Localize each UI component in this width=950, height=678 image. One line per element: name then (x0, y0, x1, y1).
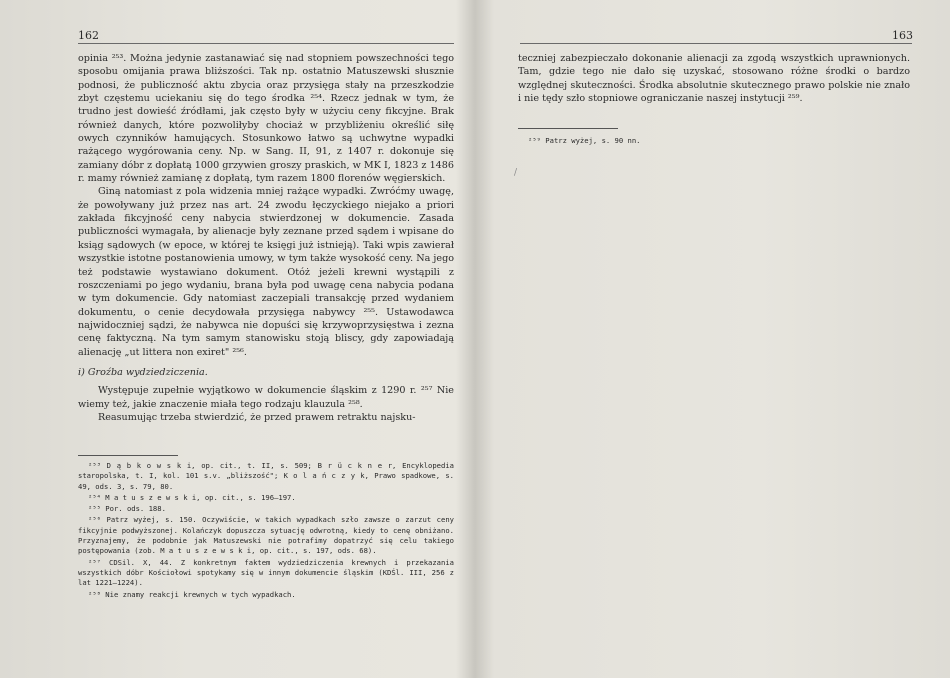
left-page-number: 162 (78, 29, 99, 42)
right-page-number: 163 (892, 29, 913, 42)
right-header-rule (520, 43, 912, 44)
right-footnotes (518, 136, 910, 147)
left-footnotes (78, 461, 454, 601)
left-page (0, 0, 470, 678)
left-paragraph-2: Giną natomiast z pola widzenia mniej rażące wypadki. Zwróćmy uwagę, że powoływany już przez nas art. 24 zwodu łęczyckiego niejako a priori zakłada fikcyjność ceny nabycia stwierdzonej w dokumencie. Zasada publiczności wymagała, by alienacje były zeznane przed sądem i wpisane do ksiąg sądowych (w epoce, w której te księgi już istnieją). Taki wpis zawierał wszystkie istotne postanowienia umowy, w tym także wysokość ceny. Na jego też podstawie wystawiano dokument. Otóż jeżeli krewni wystąpili z roszczeniami po jego wydaniu, brana była pod uwagę cena nabycia podana w tym dokumencie. Gdy natomiast zaczepiali transakcję przed wydaniem dokumentu, o cenie decydowała przysięga nabywcy ²⁵⁵. Ustawodawca najwidoczniej sądzi, że nabywca nie dopuści się krzywoprzysięstwa i zezna cenę faktyczną. Na tym samym stanowisku stoją bliscy, gdy zapowiadają alienację „ut littera non exiret" ²⁵⁶. (78, 186, 454, 358)
left-footnote-rule (78, 455, 178, 456)
left-paragraph-3: Występuje zupełnie wyjątkowo w dokumencie śląskim z 1290 r. ²⁵⁷ Nie wiemy też, jakie znaczenie miała tego rodzaju klauzula ²⁵⁸. (78, 385, 454, 410)
right-page-body (518, 52, 910, 105)
footnote-257: ²⁵⁷ CDSil. X, 44. Z konkretnym faktem wydziedziczenia krewnych i przekazania wszystkich dóbr Kościołowi spotykamy się w innym dokumencie śląskim (KDŚl. III, 256 z lat 1221—1224). (78, 557, 454, 588)
footnote-258: ²⁵⁸ Nie znamy reakcji krewnych w tych wypadkach. (88, 589, 296, 599)
section-heading: i) Groźba wydziedziczenia. (78, 366, 208, 378)
left-page-body (78, 52, 454, 424)
left-paragraph-4: Reasumując trzeba stwierdzić, że przed prawem retraktu najsku- (98, 411, 416, 423)
right-footnote-rule (518, 128, 618, 129)
footnote-253: ²⁵³ D ą b k o w s k i, op. cit., t. II, s. 509; B r ü c k n e r, Encyklopedia staropolska, t. I, kol. 101 s.v. „bliższość"; K o l a ń c z y k, Prawo spadkowe, s. 49, ods. 3, s. 79, 80. (78, 461, 454, 491)
footnote-256: ²⁵⁶ Patrz wyżej, s. 150. Oczywiście, w takich wypadkach szło zawsze o zarzut ceny fikcyjnie podwyższonej. Kolańczyk dopuszcza sytuację odwrotną, kiedy to cenę obniżano. Przyznajemy, że podobnie jak Matuszewski nie potrafimy dopatrzyć się celu takiego postępowania (zob. M a t u s z e w s k i, op. cit., s. 197, ods. 68). (78, 515, 454, 556)
footnote-254: ²⁵⁴ M a t u s z e w s k i, op. cit., s. 196—197. (88, 492, 296, 502)
right-paragraph-1: teczniej zabezpieczało dokonanie alienacji za zgodą wszystkich uprawnionych. Tam, gdzie tego nie dało się uzyskać, stosowano różne środki o bardzo względnej skuteczności. Środka absolutnie skutecznego prawo polskie nie znało i nie tędy szło stopniowe ograniczanie naszej instytucji ²⁵⁹. (518, 53, 910, 105)
left-paragraph-1: opinia ²⁵³. Można jedynie zastanawiać się nad stopniem powszechności tego sposobu omijania prawa bliższości. Tak np. ostatnio Matuszewski słusznie podnosi, że publiczność aktu zbycia oraz przysięga stały na przeszkodzie zbyt częstemu uciekaniu się do tego środka ²⁵⁴. Rzecz jednak w tym, że trudno jest dowieść źródłami, jak często były w użyciu ceny fikcyjne. Brak również danych, które pozwoliłyby chociaż w przybliżeniu określić siłę owych czynników hamujących. Stosunkowo łatwo są uchwytne wypadki rażącego wygórowania ceny. Np. w Sang. II, 91, z 1407 r. dokonuje się zamiany dóbr z dopłatą 1000 grzywien groszy praskich, w MK I, 1823 z 1486 r. mamy również zamianę z dopłatą, tym razem 1800 florenów węgierskich. (78, 53, 454, 185)
footnote-255: ²⁵⁵ Por. ods. 188. (88, 504, 166, 514)
scan-speck: / (514, 168, 518, 178)
right-page (478, 0, 950, 678)
footnote-259: ²⁵⁹ Patrz wyżej, s. 90 nn. (528, 136, 641, 145)
left-header-rule (78, 43, 454, 44)
